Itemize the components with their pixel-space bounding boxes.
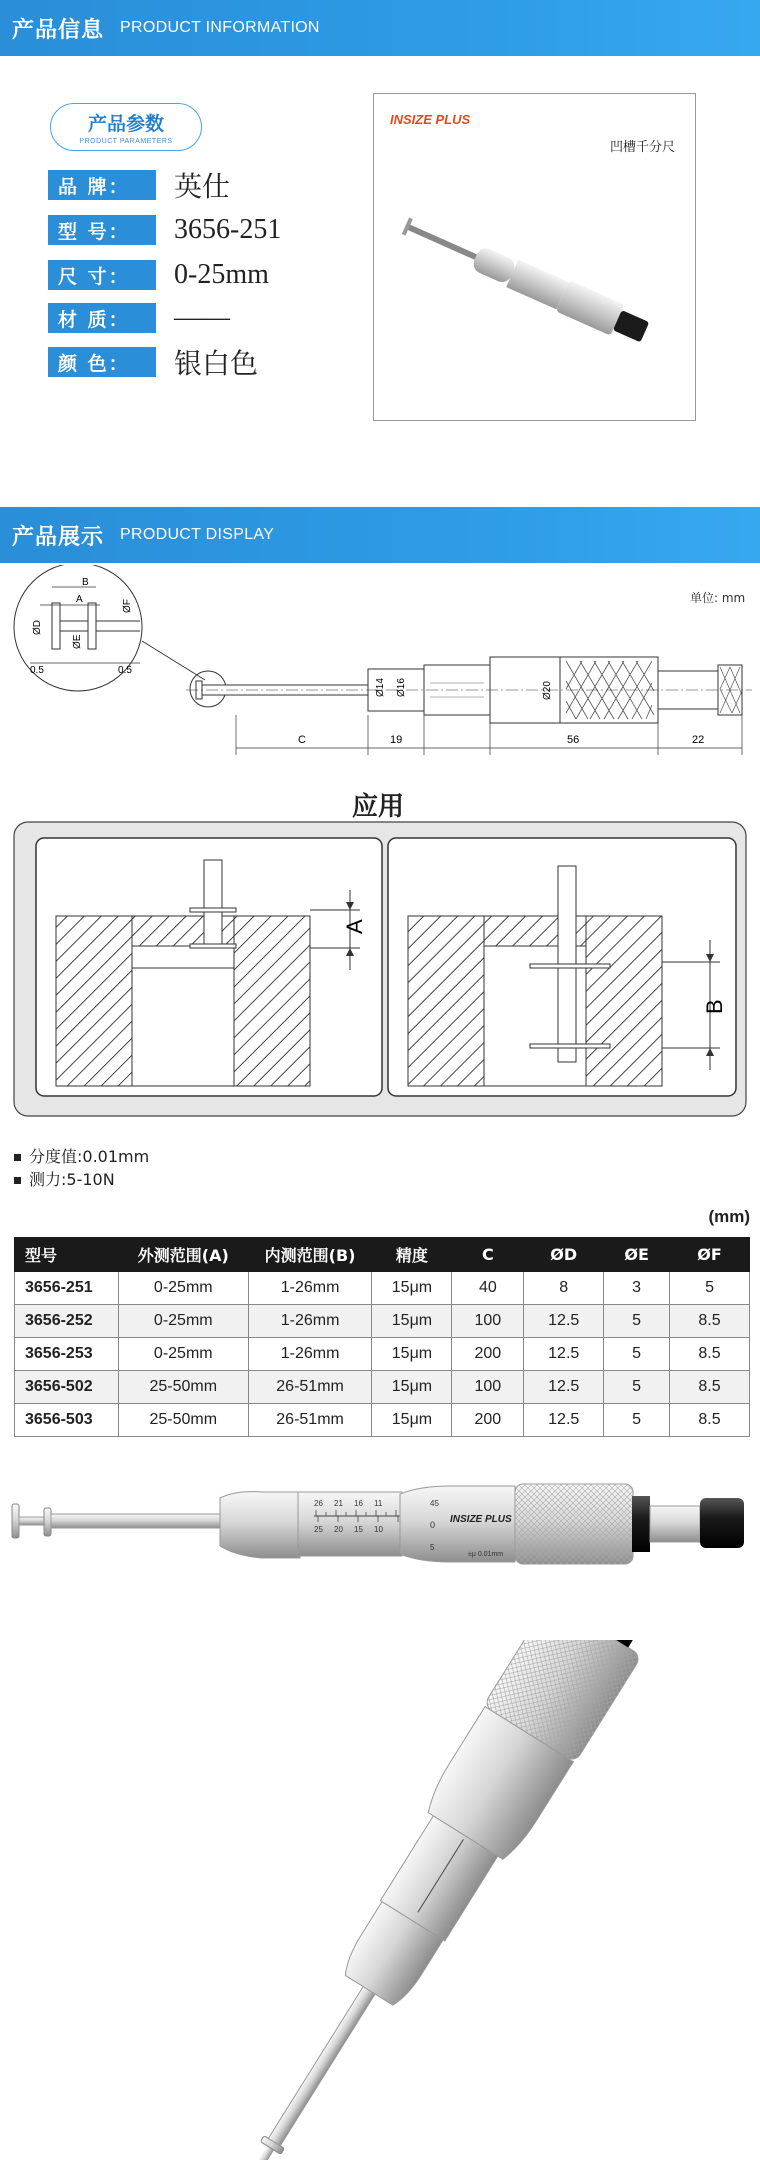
section-title-cn: 产品信息 [12,17,105,43]
table-header: 型号 [15,1238,119,1272]
spec-table [14,1237,750,1437]
table-cell: 0-25mm [118,1305,248,1338]
table-cell: 200 [452,1404,524,1437]
scale-label: 20 [334,1525,343,1534]
table-header-row [15,1238,750,1272]
table-cell: 100 [452,1371,524,1404]
table-cell: 26-51mm [248,1371,372,1404]
table-cell: 15μm [372,1305,452,1338]
thimble-label: 5 [430,1543,435,1552]
table-row [15,1305,750,1338]
table-cell: 3656-503 [15,1404,119,1437]
scale-label: 21 [334,1499,343,1508]
diagram-label-b: B [702,999,727,1014]
table-cell: 15μm [372,1338,452,1371]
scale-label: 11 [374,1499,383,1508]
params-badge-en: PRODUCT PARAMETERS [79,138,173,145]
param-key: 品 牌： [48,170,156,200]
table-cell: 200 [452,1338,524,1371]
scale-label: 26 [314,1499,323,1508]
technical-drawing [0,565,760,785]
table-cell: 3656-253 [15,1338,119,1371]
product-name: 凹槽千分尺 [609,140,675,155]
note-force: 测力:5-10N [14,1167,115,1190]
bullet-icon [14,1154,21,1161]
table-cell: 0-25mm [118,1338,248,1371]
scale-label: 15 [354,1525,363,1534]
section-title-cn: 产品展示 [12,524,105,550]
thimble-label: 45 [430,1499,439,1508]
table-header: ØD [524,1238,604,1272]
product-photo-diagonal [0,1640,760,2160]
product-photo-horizontal [0,1470,760,1610]
application-title: 应用 [352,792,405,822]
table-cell: 5 [604,1404,670,1437]
resolution-label: ±μ 0.01mm [468,1551,504,1558]
dim-label: 56 [567,734,580,746]
params-badge [50,103,202,151]
table-header: ØF [670,1238,750,1272]
param-value: 0-25mm [174,259,269,290]
table-row [15,1338,750,1371]
application-diagram [10,820,750,1120]
bullet-icon [14,1177,21,1184]
table-row [15,1272,750,1305]
dim-label: 0.5 [30,665,44,676]
table-cell: 25-50mm [118,1371,248,1404]
table-cell: 15μm [372,1371,452,1404]
table-cell: 3 [604,1272,670,1305]
param-row-color [48,345,258,379]
table-cell: 12.5 [524,1338,604,1371]
table-cell: 5 [604,1371,670,1404]
dim-label: Ø14 [375,678,386,697]
param-value: —— [174,302,230,333]
scale-label: 25 [314,1525,323,1534]
table-cell: 25-50mm [118,1404,248,1437]
table-cell: 3656-502 [15,1371,119,1404]
dim-label: 0.5 [118,665,132,676]
table-cell: 3656-252 [15,1305,119,1338]
table-cell: 1-26mm [248,1338,372,1371]
param-value: 银白色 [174,349,259,380]
table-cell: 15μm [372,1404,452,1437]
param-row-brand [48,168,230,202]
table-header: C [452,1238,524,1272]
param-key: 颜 色： [48,347,156,377]
dim-label: Ø16 [396,678,407,697]
table-cell: 5 [604,1338,670,1371]
product-thumbnail-image [374,94,697,422]
table-cell: 8.5 [670,1404,750,1437]
thimble-label: 0 [430,1520,436,1530]
table-cell: 12.5 [524,1404,604,1437]
dim-label: A [76,594,83,605]
brand-logo: INSIZE PLUS [450,1514,512,1525]
scale-label: 16 [354,1499,363,1508]
table-cell: 8.5 [670,1305,750,1338]
dim-label: 19 [390,734,403,746]
table-cell: 100 [452,1305,524,1338]
table-cell: 8 [524,1272,604,1305]
dim-label: Ø20 [542,681,553,700]
table-cell: 5 [670,1272,750,1305]
table-cell: 1-26mm [248,1305,372,1338]
dim-label: ØE [72,634,83,649]
table-cell: 12.5 [524,1371,604,1404]
table-cell: 8.5 [670,1338,750,1371]
param-value: 英仕 [174,172,231,203]
table-cell: 26-51mm [248,1404,372,1437]
diagram-label-a: A [342,919,367,934]
section-banner-info [0,0,760,56]
table-row [15,1371,750,1404]
brand-logo: INSIZE PLUS [390,112,471,127]
note-resolution: 分度值:0.01mm [14,1144,149,1167]
param-row-size [48,258,269,292]
table-header: ØE [604,1238,670,1272]
param-key: 尺 寸： [48,260,156,290]
drawing-unit: 单位: mm [690,591,746,605]
table-cell: 1-26mm [248,1272,372,1305]
param-row-material [48,301,230,335]
dim-label: B [82,577,89,588]
section-banner-display [0,507,760,563]
param-row-model [48,213,281,247]
param-value: 3656-251 [174,214,282,245]
dim-label: C [298,734,306,746]
table-cell: 12.5 [524,1305,604,1338]
params-badge-cn: 产品参数 [87,113,164,135]
table-cell: 8.5 [670,1371,750,1404]
dim-label: ØF [122,599,133,613]
table-header: 外测范围(A) [118,1238,248,1272]
param-key: 材 质： [48,303,156,333]
table-cell: 3656-251 [15,1272,119,1305]
dim-label: 22 [692,734,705,746]
scale-label: 10 [374,1525,383,1534]
section-title-en: PRODUCT INFORMATION [120,19,320,36]
table-cell: 0-25mm [118,1272,248,1305]
table-unit: (mm) [708,1207,750,1226]
table-cell: 40 [452,1272,524,1305]
section-title-en: PRODUCT DISPLAY [120,526,275,543]
table-header: 内测范围(B) [248,1238,372,1272]
product-photo-box [373,93,696,421]
table-cell: 15μm [372,1272,452,1305]
table-cell: 5 [604,1305,670,1338]
dim-label: ØD [32,620,43,635]
param-key: 型 号： [48,215,156,245]
table-header: 精度 [372,1238,452,1272]
table-row [15,1404,750,1437]
